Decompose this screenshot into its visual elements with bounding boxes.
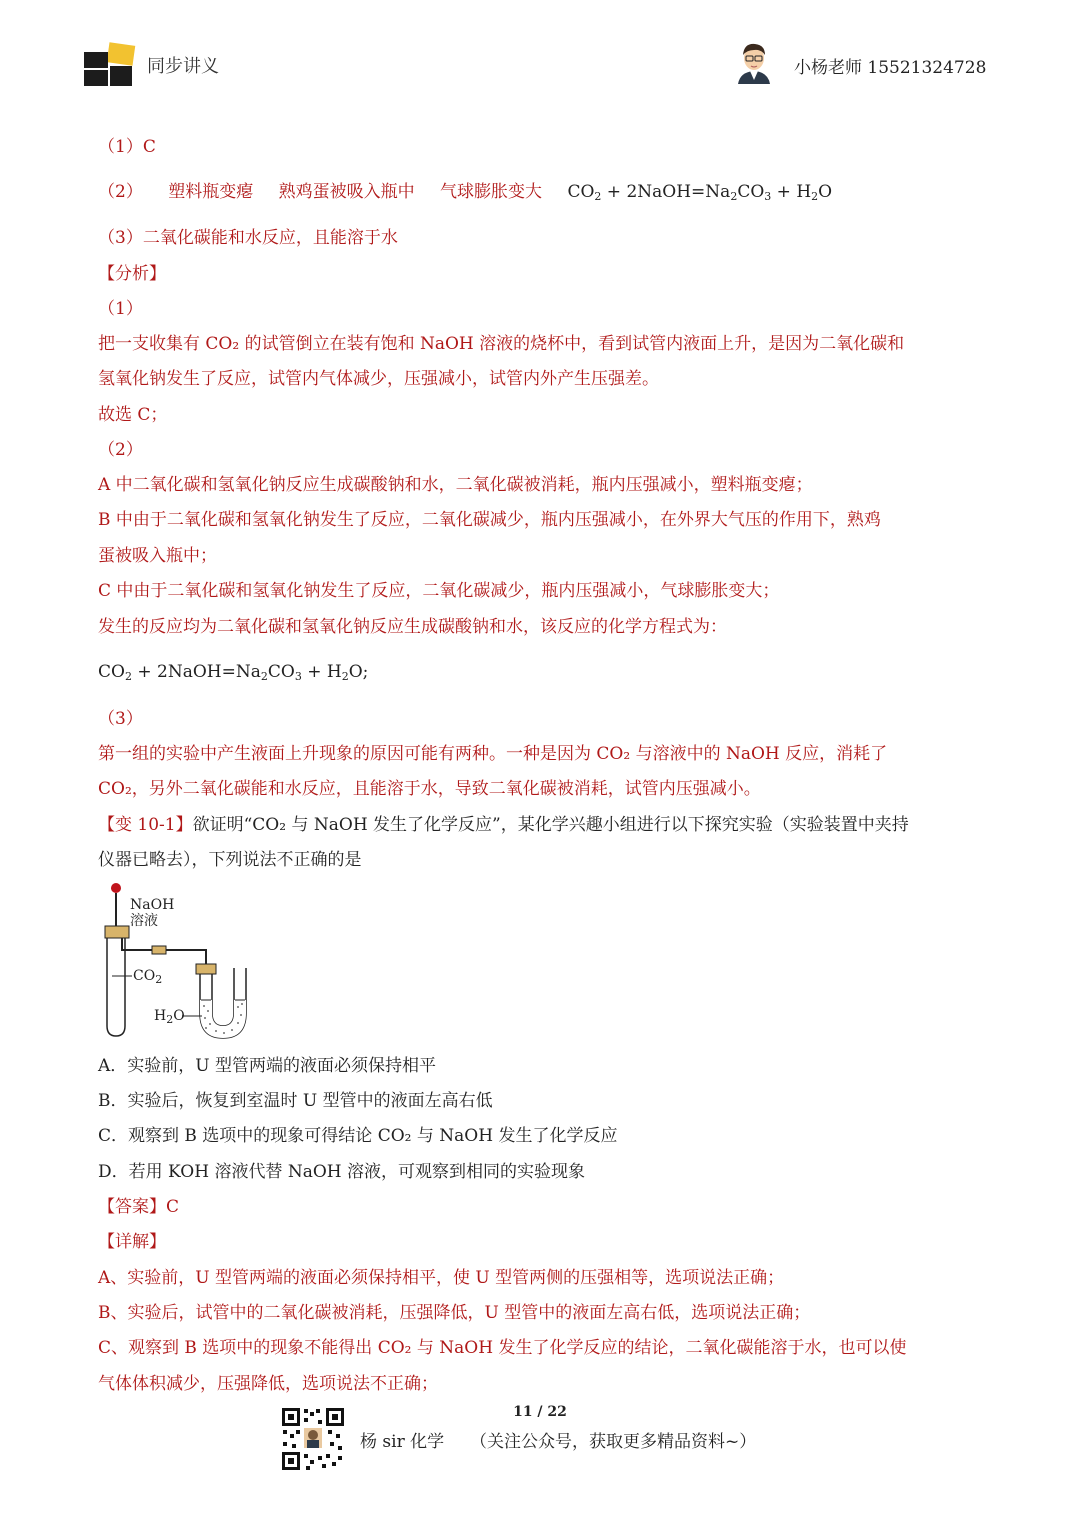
option-a: A．实验前，U 型管两端的液面必须保持相平: [98, 1056, 437, 1076]
question-tag: 【变 10-1】: [98, 815, 193, 835]
analysis-p2-line: 蛋被吸入瓶中；: [98, 546, 217, 566]
answer-tag: 【答案】: [98, 1197, 166, 1217]
footer-note: （关注公众号，获取更多精品资料~）: [470, 1432, 757, 1452]
analysis-p3-line: 第一组的实验中产生液面上升现象的原因可能有两种。一种是因为 CO₂ 与溶液中的 NaOH 反应，消耗了: [98, 744, 888, 764]
analysis-p1-line: 故选 C；: [98, 405, 168, 425]
qr-code-icon: [280, 1406, 346, 1472]
detail-line: 气体体积减少，压强降低，选项说法不正确；: [98, 1374, 438, 1394]
footer-brand: 杨 sir 化学: [360, 1432, 445, 1452]
question-stem-line: 欲证明“CO₂ 与 NaOH 发生了化学反应”，某化学兴趣小组进行以下探究实验（实验装置中夹持: [192, 815, 909, 835]
answer-q1: （1）C: [98, 137, 156, 157]
analysis-p2-line: B 中由于二氧化碳和氢氧化钠发生了反应，二氧化碳减少，瓶内压强减小，在外界大气压的作用下，熟鸡: [98, 510, 881, 530]
solution-label: 溶液: [130, 913, 158, 929]
teacher-contact: 小杨老师 15521324728: [794, 58, 987, 78]
answer-q2-item: 熟鸡蛋被吸入瓶中: [278, 182, 415, 202]
answer-q3: （3）二氧化碳能和水反应，且能溶于水: [98, 228, 398, 248]
analysis-p2-label: （2）: [98, 440, 143, 460]
question-stem-line: 仪器已略去），下列说法不正确的是: [98, 850, 362, 870]
header-title: 同步讲义: [147, 56, 219, 77]
apparatus-diagram: [96, 878, 266, 1044]
analysis-p2-line: 发生的反应均为二氧化碳和氢氧化钠反应生成碳酸钠和水，该反应的化学方程式为：: [98, 617, 727, 637]
co2-label: $CO_2$: [133, 968, 163, 986]
detail-line: C、观察到 B 选项中的现象不能得出 CO₂ 与 NaOH 发生了化学反应的结论，二氧化碳能溶于水，也可以使: [98, 1338, 907, 1358]
page-number: 11 / 22: [513, 1404, 567, 1420]
analysis-p1-line: 把一支收集有 CO₂ 的试管倒立在装有饱和 NaOH 溶液的烧杯中，看到试管内液面上升，是因为二氧化碳和: [98, 334, 905, 354]
equation: $CO_2$ + $2NaOH=Na_2CO_3 + H_2O$;: [98, 662, 369, 683]
h2o-label: $H_2O$: [154, 1008, 185, 1026]
analysis-p2-line: A 中二氧化碳和氢氧化钠反应生成碳酸钠和水，二氧化碳被消耗，瓶内压强减小，塑料瓶变瘪；: [98, 475, 813, 495]
question-stem: [98, 814, 909, 836]
answer-q2-item: 塑料瓶变瘪: [168, 182, 254, 202]
detail-line: A、实验前，U 型管两端的液面必须保持相平，使 U 型管两侧的压强相等，选项说法正确；: [98, 1268, 785, 1288]
answer-q2-item: 气球膨胀变大: [440, 182, 543, 202]
answer-line: [98, 1196, 179, 1218]
answer-value: C: [166, 1197, 180, 1217]
analysis-heading: 【分析】: [98, 264, 166, 284]
option-b: B．实验后，恢复到室温时 U 型管中的液面左高右低: [98, 1091, 493, 1111]
detail-line: B、实验后，试管中的二氧化碳被消耗，压强降低，U 型管中的液面左高右低，选项说法正确；: [98, 1303, 811, 1323]
analysis-p1-line: 氢氧化钠发生了反应，试管内气体减少，压强减小，试管内外产生压强差。: [98, 369, 659, 389]
teacher-avatar-icon: [734, 40, 774, 84]
equation: $CO_2$ + $2NaOH=Na_2CO_3 + H_2O$: [567, 182, 833, 203]
analysis-p3-line: CO₂，另外二氧化碳能和水反应，且能溶于水，导致二氧化碳被消耗，试管内压强减小。: [98, 779, 761, 799]
answer-q2-label: （2）: [98, 182, 143, 202]
answer-q2: [98, 181, 832, 203]
logo-icon: [80, 42, 136, 88]
naoh-label: NaOH: [130, 897, 175, 913]
analysis-p2-line: C 中由于二氧化碳和氢氧化钠发生了反应，二氧化碳减少，瓶内压强减小，气球膨胀变大；: [98, 581, 780, 601]
option-d: D．若用 KOH 溶液代替 NaOH 溶液，可观察到相同的实验现象: [98, 1162, 586, 1182]
detail-tag: 【详解】: [98, 1232, 166, 1252]
option-c: C．观察到 B 选项中的现象可得结论 CO₂ 与 NaOH 发生了化学反应: [98, 1126, 618, 1146]
analysis-p1-label: （1）: [98, 299, 143, 319]
analysis-p3-label: （3）: [98, 709, 143, 729]
